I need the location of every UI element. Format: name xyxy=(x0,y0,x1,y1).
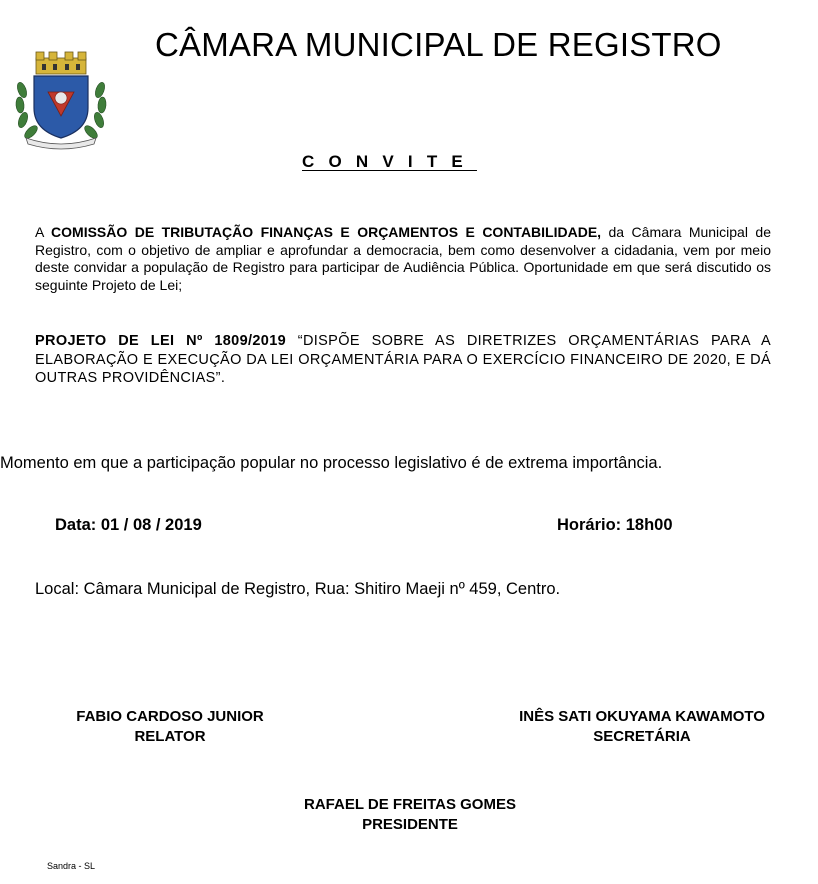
page-title: CÂMARA MUNICIPAL DE REGISTRO xyxy=(155,26,722,63)
event-date: Data: 01 / 08 / 2019 xyxy=(55,516,202,534)
signatory-name: RAFAEL DE FREITAS GOMES xyxy=(304,796,516,813)
signatory-role: PRESIDENTE xyxy=(362,816,458,833)
signature-rapporteur xyxy=(20,707,320,747)
participation-paragraph: Momento em que a participação popular no processo legislativo é de extrema importância. xyxy=(0,454,663,472)
event-location: Local: Câmara Municipal de Registro, Rua: Shitiro Maeji nº 459, Centro. xyxy=(35,580,561,598)
committee-name: COMISSÃO DE TRIBUTAÇÃO FINANÇAS E ORÇAMENTOS E CONTABILIDADE, xyxy=(51,224,602,240)
signatory-name: INÊS SATI OKUYAMA KAWAMOTO xyxy=(519,708,765,725)
signature-secretary xyxy=(492,707,792,747)
bill-number: PROJETO DE LEI Nº 1809/2019 xyxy=(35,333,287,349)
coat-of-arms-icon xyxy=(12,50,110,150)
event-time: Horário: 18h00 xyxy=(557,516,673,534)
paragraph-lead: A xyxy=(35,224,52,240)
bill-paragraph xyxy=(35,332,771,388)
signatory-role: SECRETÁRIA xyxy=(593,728,691,745)
bill-description: “DISPÕE SOBRE AS DIRETRIZES ORÇAMENTÁRIAS PARA A ELABORAÇÃO E EXECUÇÃO DA LEI ORÇAMENTÁRIA PARA O EXERCÍCIO FINANCEIRO DE 2020, E DÁ OUTRAS PROVIDÊNCIAS”. xyxy=(35,333,771,386)
invitation-paragraph xyxy=(35,224,771,294)
signature-president xyxy=(260,795,560,835)
document-heading: CONVITE xyxy=(302,152,477,171)
signatory-role: RELATOR xyxy=(134,728,206,745)
typist-initials: Sandra - SL xyxy=(47,861,96,871)
paragraph-rest: da Câmara Municipal de Registro, com o objetivo de ampliar e aprofundar a democracia, bem como desenvolver a cidadania, vem por meio deste convidar a população de Registro para participar de Audiência Pública. Oportunidade em que será discutido os seguinte Projeto de Lei; xyxy=(35,224,771,293)
signatory-name: FABIO CARDOSO JUNIOR xyxy=(76,708,264,725)
